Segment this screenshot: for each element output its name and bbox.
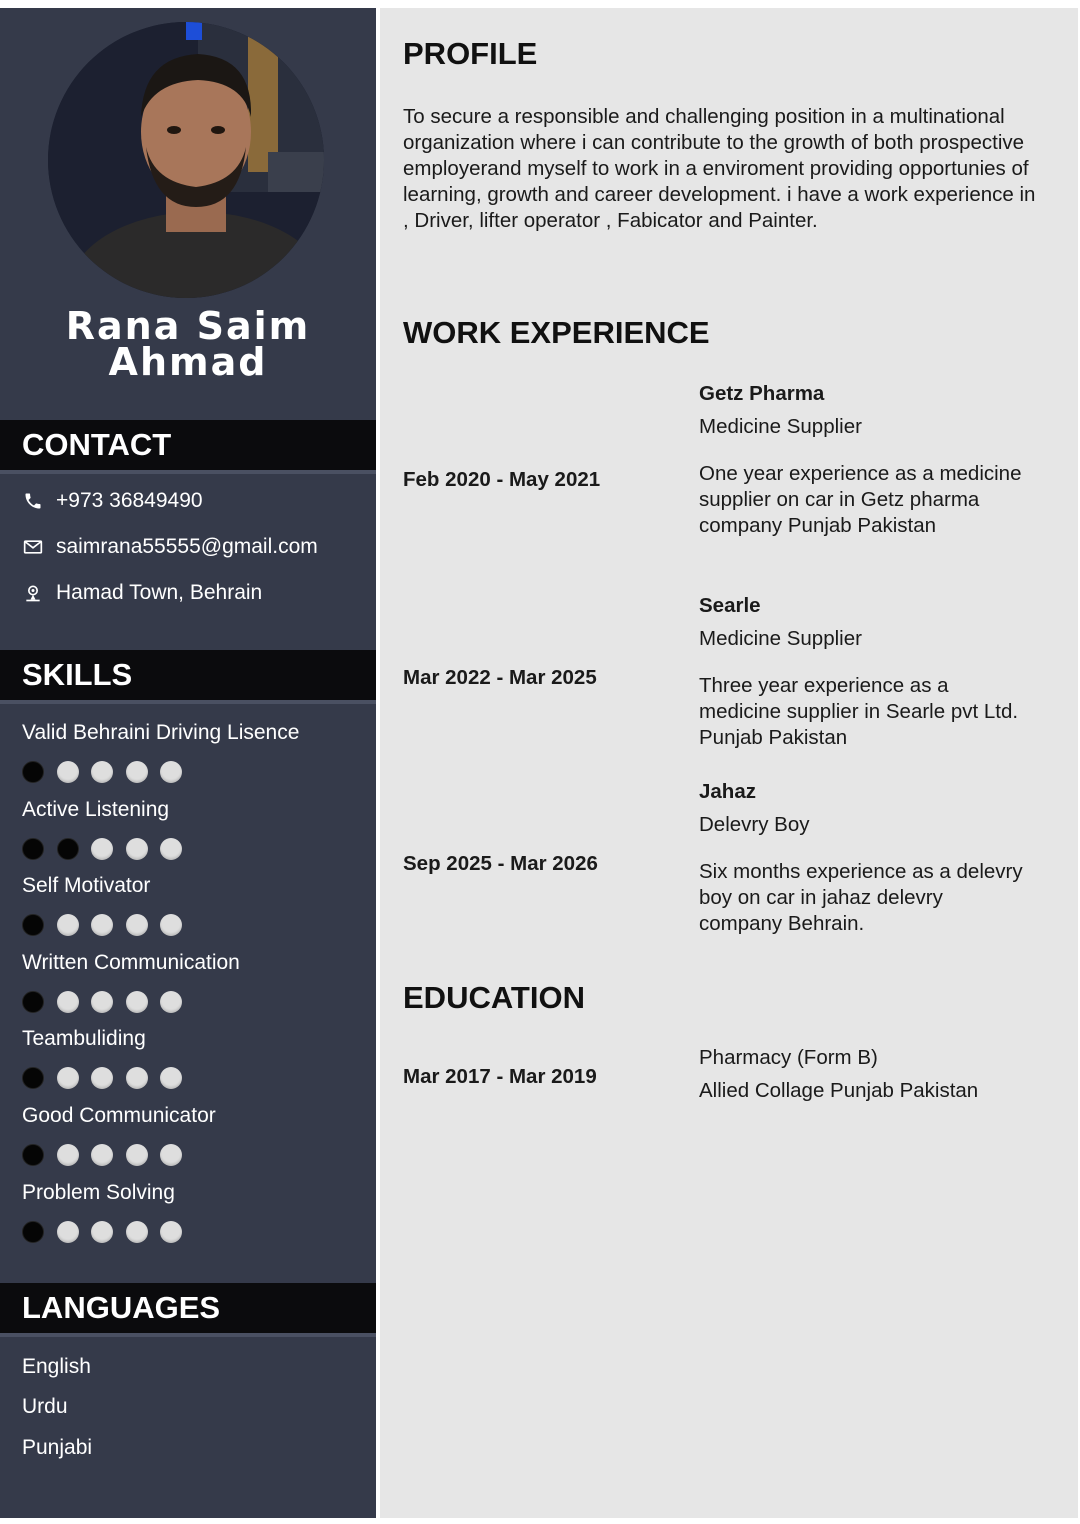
job-description: One year experience as a medicine supplier on car in Getz pharma company Punjab Pakistan [699,462,1022,537]
rating-dot-empty [160,1067,182,1089]
rating-dot-empty [126,1144,148,1166]
phone-icon [22,490,44,512]
rating-dot-empty [91,914,113,936]
work-experience-heading: WORK EXPERIENCE [403,315,710,350]
main-content [380,8,1078,1518]
rating-dot-filled [57,838,79,860]
rating-dot-empty [57,1067,79,1089]
name-line-1: Rana Saim [65,304,311,348]
rating-dot-filled [22,991,44,1013]
rating-dot-filled [22,838,44,860]
rating-dot-empty [91,838,113,860]
skill-label: Good Communicator [22,1104,216,1127]
mail-icon [22,536,44,558]
skill-label: Valid Behraini Driving Lisence [22,721,300,744]
languages-heading: LANGUAGES [0,1283,376,1333]
job-date: Sep 2025 - Mar 2026 [403,852,598,875]
job-company: Searle [699,594,761,617]
rating-dot-filled [22,1221,44,1243]
education-institute: Allied Collage Punjab Pakistan [699,1079,979,1102]
skill-rating [22,1067,195,1091]
skill-rating [22,991,195,1015]
skill-rating [22,1144,195,1168]
skill-rating [22,1221,195,1245]
job-company: Getz Pharma [699,382,825,405]
rating-dot-empty [126,838,148,860]
contact-phone[interactable] [22,486,203,516]
skill-rating [22,914,195,938]
job-role: Medicine Supplier [699,415,862,438]
sidebar [0,8,376,1518]
rating-dot-empty [126,991,148,1013]
rating-dot-empty [91,1144,113,1166]
rating-dot-empty [160,838,182,860]
skill-label: Self Motivator [22,874,151,897]
contact-heading: CONTACT [0,420,376,470]
rating-dot-empty [91,991,113,1013]
rating-dot-empty [160,1221,182,1243]
skill-label: Teambuliding [22,1027,146,1050]
profile-photo-image [48,22,324,298]
education-heading: EDUCATION [403,980,585,1015]
rating-dot-empty [57,991,79,1013]
skill-label: Active Listening [22,798,170,821]
rating-dot-filled [22,761,44,783]
address-text: Hamad Town, Behrain [56,581,263,604]
rating-dot-empty [57,761,79,783]
phone-text: +973 36849490 [56,489,203,512]
rating-dot-filled [22,1144,44,1166]
job-role: Medicine Supplier [699,627,862,650]
location-icon [22,582,44,604]
language-item: Punjabi [22,1436,93,1459]
skill-rating [22,838,195,862]
rating-dot-empty [57,1221,79,1243]
job-date: Mar 2022 - Mar 2025 [403,666,597,689]
job-description: Three year experience as a medicine supplier in Searle pvt Ltd. Punjab Pakistan [699,674,1019,749]
profile-heading: PROFILE [403,36,538,71]
rating-dot-empty [91,761,113,783]
rating-dot-empty [160,761,182,783]
rating-dot-empty [91,1067,113,1089]
job-company: Jahaz [699,780,756,803]
rating-dot-empty [126,761,148,783]
skills-heading: SKILLS [0,650,376,700]
name-line-2: Ahmad [108,340,268,384]
education-date: Mar 2017 - Mar 2019 [403,1065,597,1088]
rating-dot-empty [126,1221,148,1243]
contact-email[interactable] [22,532,318,562]
person-name [0,304,376,384]
skill-label: Written Communication [22,951,240,974]
profile-photo [48,22,324,298]
skill-label: Problem Solving [22,1181,175,1204]
rating-dot-empty [160,1144,182,1166]
rating-dot-empty [160,914,182,936]
job-description: Six months experience as a delevry boy on car in jahaz delevry company Behrain. [699,860,1023,935]
job-role: Delevry Boy [699,813,810,836]
rating-dot-empty [126,1067,148,1089]
profile-text: To secure a responsible and challenging position in a multinational organization where i can contribute to the growth of both prospective employerand myself to work in a enviroment providing opportunies of learning, growth and career development. i have a work experience in , Driver, lifter operator , Fabicator and Painter. [403,105,1036,232]
rating-dot-filled [22,914,44,936]
rating-dot-empty [57,1144,79,1166]
education-degree: Pharmacy (Form B) [699,1046,878,1069]
skill-rating [22,761,195,785]
language-item: Urdu [22,1395,68,1418]
rating-dot-empty [91,1221,113,1243]
rating-dot-empty [160,991,182,1013]
rating-dot-empty [57,914,79,936]
rating-dot-filled [22,1067,44,1089]
rating-dot-empty [126,914,148,936]
job-date: Feb 2020 - May 2021 [403,468,601,491]
contact-address [22,578,262,608]
email-text: saimrana55555@gmail.com [56,535,318,558]
language-item: English [22,1355,91,1378]
